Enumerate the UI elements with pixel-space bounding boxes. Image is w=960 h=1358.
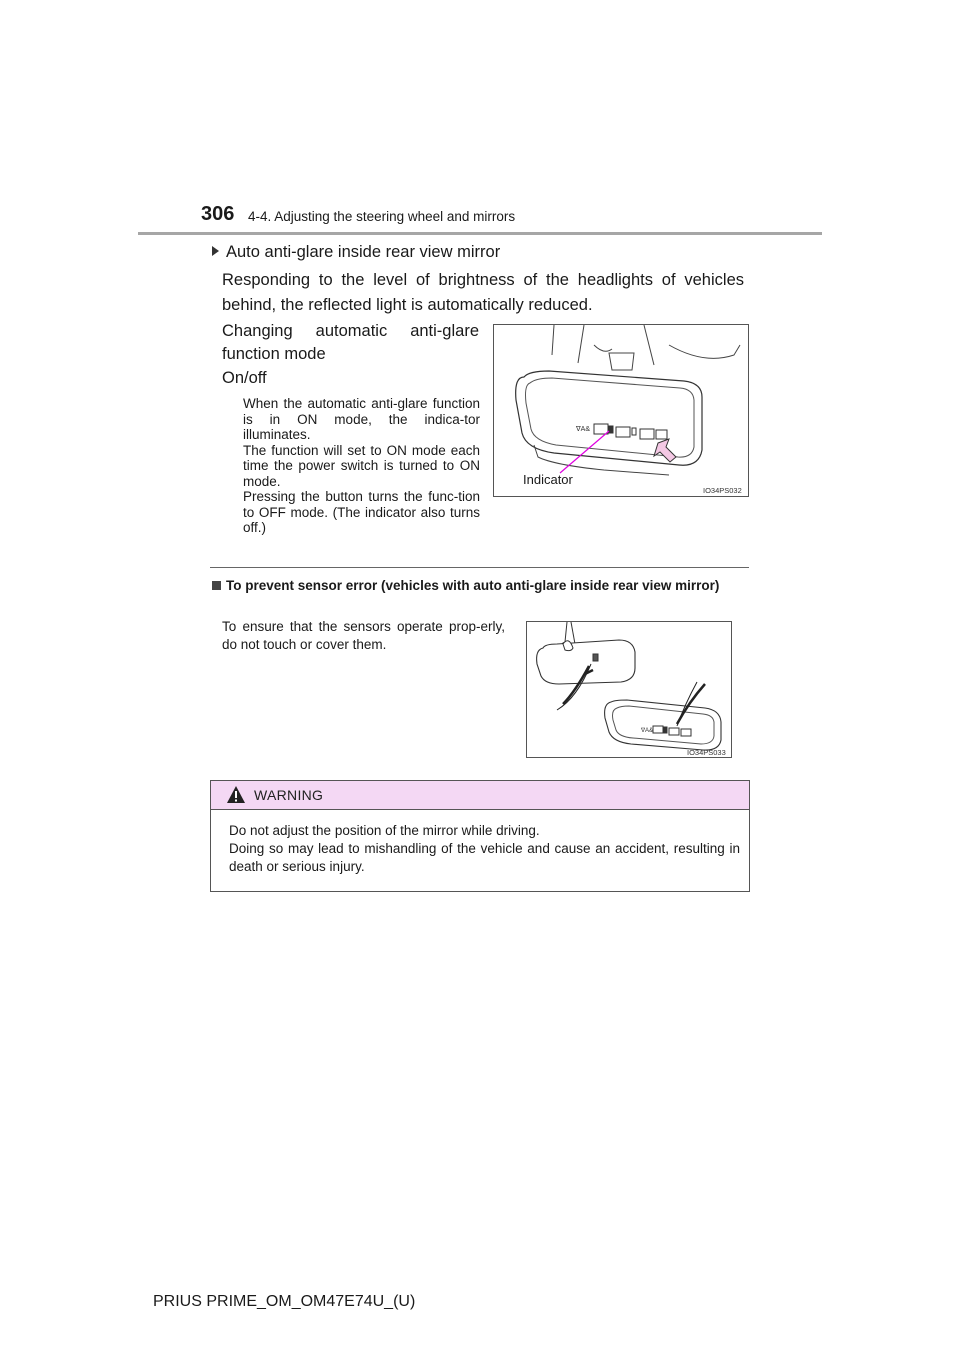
section-divider	[210, 567, 749, 568]
warning-title: WARNING	[254, 787, 324, 803]
sensor-figure	[526, 621, 732, 758]
onoff-desc-1: When the automatic anti-glare function is in ON mode, the indica-tor illuminates.	[243, 396, 480, 442]
sensor-illustration	[527, 622, 731, 757]
onoff-description	[243, 396, 480, 536]
warning-line-2: Doing so may lead to mishandling of the vehicle and cause an accident, resulting in death or serious injury.	[229, 841, 740, 874]
note-heading	[212, 578, 749, 594]
figure2-code: IO34PS033	[687, 748, 726, 757]
warning-body	[229, 822, 740, 876]
onoff-desc-2: The function will set to ON mode each time the power switch is turned to ON mode.	[243, 442, 480, 489]
header-rule	[138, 232, 822, 235]
section-title: 4-4. Adjusting the steering wheel and mirrors	[248, 209, 516, 224]
mode-heading: Changing automatic anti-glare function mode	[222, 322, 479, 363]
subheading	[212, 243, 500, 262]
figure1-code: IO34PS032	[703, 486, 742, 495]
indicator-label: Indicator	[523, 472, 573, 487]
svg-text:∇A&: ∇A&	[641, 728, 654, 734]
intro-paragraph: Responding to the level of brightness of the headlights of vehicles behind, the reflected light is automatically reduced.	[222, 271, 744, 314]
warning-line-1: Do not adjust the position of the mirror while driving.	[229, 823, 540, 838]
onoff-label: On/off	[222, 369, 267, 387]
note-body: To ensure that the sensors operate prop-erly, do not touch or cover them.	[222, 619, 505, 652]
svg-text:∇A&: ∇A&	[576, 426, 591, 433]
triangle-bullet-icon	[212, 246, 219, 256]
warning-triangle-icon	[226, 785, 246, 809]
mirror-illustration	[494, 325, 748, 496]
onoff-desc-3: Pressing the button turns the func-tion to OFF mode. (The indicator also turns off.)	[243, 489, 480, 535]
footer-manual-code: PRIUS PRIME_OM_OM47E74U_(U)	[153, 1293, 416, 1310]
page-number: 306	[201, 203, 235, 225]
subheading-text: Auto anti-glare inside rear view mirror	[226, 243, 501, 261]
square-bullet-icon	[212, 581, 221, 590]
note-heading-text: To prevent sensor error (vehicles with auto anti-glare inside rear view mirror)	[226, 578, 720, 593]
